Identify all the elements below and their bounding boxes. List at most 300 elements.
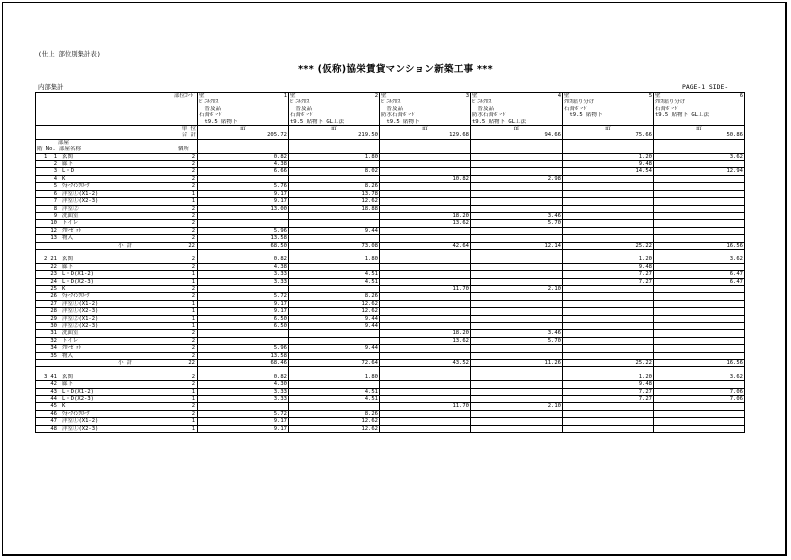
blank-cell (563, 146, 654, 153)
blank-cell (654, 249, 745, 256)
room-name: 洋室①(X1-2) (62, 418, 99, 425)
value-cell (563, 330, 654, 337)
value-cell (654, 308, 745, 315)
room-name: K (62, 403, 66, 410)
room-name: 洋室② (62, 205, 79, 212)
room-cell (36, 322, 198, 329)
room-name: 洋室①(X2-3) (62, 198, 99, 205)
total-value: 219.50 (289, 132, 380, 139)
value-cell (563, 345, 654, 352)
table-row (36, 161, 745, 168)
room-count: 2 (191, 256, 195, 263)
value-cell: 4.51 (289, 388, 380, 395)
room-number: 29 (50, 315, 57, 322)
value-cell: 4.51 (289, 278, 380, 285)
value-cell (563, 410, 654, 417)
table-row (36, 396, 745, 403)
room-number: 43 (50, 388, 57, 395)
room-cell (36, 345, 198, 352)
value-cell (289, 403, 380, 410)
value-cell (563, 418, 654, 425)
room-name: 洗面室 (62, 330, 79, 337)
room-number: 6 (53, 190, 57, 197)
room-count: 1 (191, 396, 195, 403)
table-row (36, 410, 745, 417)
subtotal-value: 72.64 (289, 360, 380, 367)
room-number: 23 (50, 271, 57, 278)
room-name: 洋室①(X2-3) (62, 425, 99, 432)
table-row (36, 212, 745, 219)
subtotal-count: 22 (188, 242, 195, 249)
value-cell (471, 374, 563, 381)
value-cell (654, 352, 745, 359)
value-cell (380, 388, 471, 395)
value-cell (380, 396, 471, 403)
column-desc-line (563, 93, 654, 100)
room-name: L・D(X2-3) (62, 278, 94, 285)
value-cell: 0.82 (198, 374, 289, 381)
value-cell (471, 263, 563, 270)
page-indicator: PAGE-1 SIDE- (682, 83, 729, 91)
value-cell: 5.72 (198, 410, 289, 417)
value-cell (380, 235, 471, 242)
value-cell (654, 190, 745, 197)
room-count: 1 (191, 190, 195, 197)
count-header-label: 個所 (177, 146, 189, 153)
room-cell (36, 175, 198, 182)
room-header-row (36, 139, 745, 146)
blank-cell (380, 146, 471, 153)
subtotal-count: 22 (188, 360, 195, 367)
room-number: 27 (50, 300, 57, 307)
room-count: 2 (191, 235, 195, 242)
unit-cell: ㎡ (289, 126, 380, 133)
room-number: 45 (50, 403, 57, 410)
table-row (36, 183, 745, 190)
total-value: 205.72 (198, 132, 289, 139)
room-cell (36, 190, 198, 197)
subtotal-value: 16.56 (654, 360, 745, 367)
room-count: 2 (191, 352, 195, 359)
value-cell (380, 418, 471, 425)
room-cell (36, 235, 198, 242)
room-count: 2 (191, 168, 195, 175)
table-row (36, 271, 745, 278)
value-cell (563, 198, 654, 205)
value-cell (471, 161, 563, 168)
value-cell: 3.33 (198, 396, 289, 403)
room-name: 洋室①(X1-2) (62, 300, 99, 307)
value-cell (654, 410, 745, 417)
table-row (36, 293, 745, 300)
subtotal-label-cell (36, 242, 198, 249)
value-cell (289, 381, 380, 388)
column-number: 5 (648, 93, 652, 99)
room-cell (36, 161, 198, 168)
blank-cell (36, 249, 198, 256)
room-name: L・D (62, 168, 75, 175)
blank-cell (36, 367, 198, 374)
column-desc-line (654, 119, 745, 126)
room-number: 47 (50, 418, 57, 425)
room-number: 10 (50, 220, 57, 227)
room-name: ｳｫｰｸｲﾝｸﾛｰｸ (62, 293, 90, 300)
value-cell (654, 293, 745, 300)
subtotal-row (36, 360, 745, 367)
blank-cell (471, 249, 563, 256)
room-cell (36, 300, 198, 307)
value-cell: 6.50 (198, 322, 289, 329)
room-count: 2 (191, 381, 195, 388)
room-number: 34 (50, 345, 57, 352)
value-cell (380, 227, 471, 234)
value-cell (380, 271, 471, 278)
blank-cell (471, 367, 563, 374)
total-row (36, 132, 745, 139)
room-cell (36, 256, 198, 263)
column-desc-line (380, 93, 471, 100)
table-row (36, 263, 745, 270)
section-label: 内部集計 (38, 83, 64, 91)
value-cell (563, 425, 654, 432)
value-cell: 1.80 (289, 153, 380, 160)
subtotal-row (36, 242, 745, 249)
value-cell (289, 235, 380, 242)
room-count: 1 (191, 315, 195, 322)
table-row (36, 285, 745, 292)
room-count: 2 (191, 220, 195, 227)
total-value: 50.86 (654, 132, 745, 139)
total-value: 129.68 (380, 132, 471, 139)
unit-cell: ㎡ (380, 126, 471, 133)
room-name: 玄関 (62, 153, 74, 160)
value-cell (380, 308, 471, 315)
table-row (36, 337, 745, 344)
blank-cell (198, 146, 289, 153)
value-cell (563, 315, 654, 322)
value-cell: 11.70 (380, 285, 471, 292)
value-cell (380, 352, 471, 359)
value-cell (654, 212, 745, 219)
value-cell: 6.50 (198, 315, 289, 322)
value-cell: 7.27 (563, 396, 654, 403)
value-cell (563, 300, 654, 307)
column-desc-line: ﾋﾞﾆﾙｸﾛｽ (289, 99, 380, 105)
room-number: 48 (50, 425, 57, 432)
room-number: 30 (50, 322, 57, 329)
value-cell: 5.96 (198, 227, 289, 234)
value-cell (471, 388, 563, 395)
unit-cell: ㎡ (563, 126, 654, 133)
value-cell (563, 308, 654, 315)
column-desc-line: 防水石膏ﾎﾞｰﾄﾞ (471, 112, 563, 118)
header-blank (36, 119, 198, 126)
blank-cell (198, 249, 289, 256)
room-number: 24 (50, 278, 57, 285)
value-cell: 9.17 (198, 425, 289, 432)
value-cell: 5.70 (471, 337, 563, 344)
room-cell (36, 315, 198, 322)
value-cell: 12.62 (289, 300, 380, 307)
value-cell (563, 190, 654, 197)
value-cell: 3.46 (471, 330, 563, 337)
room-name: L・D(X2-3) (62, 396, 94, 403)
value-cell (654, 425, 745, 432)
floor-number: 3 (44, 373, 48, 380)
value-cell (654, 315, 745, 322)
value-cell (289, 212, 380, 219)
value-cell (563, 220, 654, 227)
value-cell (471, 190, 563, 197)
room-number: 5 (53, 183, 57, 190)
column-desc-line: t9.5 貼物下 GL工法 (471, 119, 563, 126)
room-name: 廊下 (62, 381, 74, 388)
room-cell (36, 227, 198, 234)
room-number: 2 (53, 161, 57, 168)
column-desc-line (471, 93, 563, 100)
value-cell (380, 410, 471, 417)
value-cell (563, 235, 654, 242)
room-name: 玄関 (62, 373, 74, 380)
value-cell (380, 256, 471, 263)
value-cell: 9.48 (563, 381, 654, 388)
value-cell: 18.20 (380, 330, 471, 337)
value-cell: 3.62 (654, 374, 745, 381)
column-desc-line: t9.5 貼物下 GL工法 (289, 119, 380, 126)
room-count: 1 (191, 425, 195, 432)
column-desc-line: 普及品 (289, 106, 380, 112)
table-row (36, 425, 745, 432)
value-cell: 5.72 (198, 293, 289, 300)
value-cell: 2.98 (471, 175, 563, 182)
room-count: 2 (191, 227, 195, 234)
floor-number: 1 (44, 153, 48, 160)
code-label: 部位ｺｰﾄﾞ (36, 93, 198, 100)
room-number: 26 (50, 293, 57, 300)
doc-subtitle: (仕上 部位別集計表) (38, 50, 101, 58)
column-desc-line (198, 93, 289, 100)
value-cell (471, 352, 563, 359)
blank-cell (654, 139, 745, 146)
room-number: 7 (53, 198, 57, 205)
value-cell (471, 418, 563, 425)
value-cell (471, 315, 563, 322)
room-cell (36, 308, 198, 315)
value-cell: 9.44 (289, 345, 380, 352)
value-cell (198, 212, 289, 219)
blank-cell (198, 139, 289, 146)
table-row (36, 227, 745, 234)
value-cell (471, 183, 563, 190)
subtotal-value: 25.22 (563, 360, 654, 367)
value-cell (380, 293, 471, 300)
value-cell (563, 322, 654, 329)
value-cell (563, 212, 654, 219)
value-cell (471, 205, 563, 212)
subtotal-value: 16.56 (654, 242, 745, 249)
value-cell (380, 190, 471, 197)
value-cell: 7.27 (563, 388, 654, 395)
room-number: 46 (50, 410, 57, 417)
value-cell (471, 396, 563, 403)
value-cell (654, 285, 745, 292)
value-cell: 4.30 (198, 381, 289, 388)
room-name: K (62, 175, 66, 182)
value-cell (563, 175, 654, 182)
value-cell (471, 425, 563, 432)
value-cell: 1.80 (289, 374, 380, 381)
value-cell: 8.26 (289, 410, 380, 417)
value-cell (289, 330, 380, 337)
blank-cell (380, 367, 471, 374)
value-cell: 12.62 (289, 425, 380, 432)
column-desc-line: 壁 (199, 93, 205, 99)
subtotal-value: 68.50 (198, 242, 289, 249)
table-row (36, 175, 745, 182)
value-cell (471, 410, 563, 417)
room-count: 1 (191, 322, 195, 329)
value-cell (380, 263, 471, 270)
value-cell (654, 403, 745, 410)
value-cell (380, 374, 471, 381)
header-row (36, 119, 745, 126)
room-count: 2 (191, 263, 195, 270)
blank-cell (563, 367, 654, 374)
column-desc-line: 壁 (472, 93, 478, 99)
value-cell (471, 322, 563, 329)
value-cell: 12.94 (654, 168, 745, 175)
table-row (36, 352, 745, 359)
blank-cell (563, 139, 654, 146)
value-cell: 7.06 (654, 388, 745, 395)
value-cell (471, 300, 563, 307)
value-cell: 2.10 (471, 285, 563, 292)
room-number: 42 (50, 381, 57, 388)
room-header-cell (36, 146, 198, 153)
column-desc-line: t9.5 貼物下 (380, 119, 471, 126)
value-cell (654, 220, 745, 227)
blank-cell (471, 139, 563, 146)
value-cell: 13.00 (198, 205, 289, 212)
header-row (36, 93, 745, 100)
value-cell (380, 278, 471, 285)
value-cell: 9.17 (198, 198, 289, 205)
room-header-label: 階 No. 部屋名称 (37, 146, 82, 153)
unit-cell: ㎡ (198, 126, 289, 133)
column-desc-line: ｸﾛｽ貼り分け (654, 99, 745, 105)
room-name: 洋室②(X2-3) (62, 322, 99, 329)
room-cell (36, 212, 198, 219)
value-cell (289, 263, 380, 270)
table-row (36, 190, 745, 197)
room-cell (36, 403, 198, 410)
blank-cell (289, 139, 380, 146)
room-label: 部屋 (36, 139, 198, 146)
room-name: 物入 (62, 235, 74, 242)
room-count: 1 (191, 418, 195, 425)
value-cell: 6.66 (198, 168, 289, 175)
value-cell: 1.80 (289, 256, 380, 263)
room-cell (36, 352, 198, 359)
room-cell (36, 410, 198, 417)
value-cell (471, 168, 563, 175)
room-cell (36, 183, 198, 190)
value-cell (289, 337, 380, 344)
subtotal-value: 73.08 (289, 242, 380, 249)
floor-number: 2 (44, 256, 48, 263)
subtotal-value: 68.46 (198, 360, 289, 367)
room-name: 玄関 (62, 256, 74, 263)
total-value: 94.66 (471, 132, 563, 139)
table-row (36, 256, 745, 263)
subtotal-value: 11.26 (471, 360, 563, 367)
column-desc-line: t9.5 貼物下 (198, 119, 289, 126)
table-row (36, 330, 745, 337)
blank-cell (654, 367, 745, 374)
value-cell (289, 220, 380, 227)
room-name: トイレ (62, 337, 79, 344)
column-desc-line: 壁 (290, 93, 296, 99)
value-cell (198, 337, 289, 344)
unit-label: 単 位 (36, 126, 198, 133)
value-cell (654, 198, 745, 205)
value-cell (198, 220, 289, 227)
value-cell (654, 300, 745, 307)
value-cell (198, 175, 289, 182)
column-desc-line: 普及品 (198, 106, 289, 112)
subtotal-value: 43.52 (380, 360, 471, 367)
column-desc-line: ﾋﾞﾆﾙｸﾛｽ (198, 99, 289, 105)
value-cell: 5.96 (198, 345, 289, 352)
room-cell (36, 330, 198, 337)
room-cell (36, 278, 198, 285)
value-cell: 18.20 (380, 212, 471, 219)
value-cell: 14.54 (563, 168, 654, 175)
value-cell: 12.62 (289, 308, 380, 315)
column-desc-line (289, 93, 380, 100)
room-name: 洋室②(X1-2) (62, 315, 99, 322)
column-desc-line: t9.5 貼物下 GL工法 (654, 112, 745, 118)
subtotal-value: 12.14 (471, 242, 563, 249)
room-number: 22 (50, 263, 57, 270)
room-cell (36, 337, 198, 344)
table-row (36, 168, 745, 175)
room-number: 12 (50, 227, 57, 234)
value-cell: 9.44 (289, 322, 380, 329)
subtotal-label: 小 計 (118, 360, 133, 367)
value-cell (654, 205, 745, 212)
value-cell (654, 345, 745, 352)
room-number: 41 (50, 373, 57, 380)
column-desc-line: 普及品 (380, 106, 471, 112)
value-cell: 18.88 (289, 205, 380, 212)
value-cell (289, 352, 380, 359)
value-cell (380, 168, 471, 175)
column-desc-line: ｸﾛｽ貼り分け (563, 99, 654, 105)
value-cell (471, 198, 563, 205)
value-cell: 8.26 (289, 293, 380, 300)
column-desc-line: 壁 (655, 93, 661, 99)
value-cell: 3.62 (654, 153, 745, 160)
blank-cell (289, 367, 380, 374)
room-number: 13 (50, 235, 57, 242)
column-desc-line: ﾋﾞﾆﾙｸﾛｽ (471, 99, 563, 105)
room-cell (36, 220, 198, 227)
room-cell (36, 293, 198, 300)
value-cell (563, 227, 654, 234)
value-cell (654, 235, 745, 242)
value-cell: 7.27 (563, 271, 654, 278)
